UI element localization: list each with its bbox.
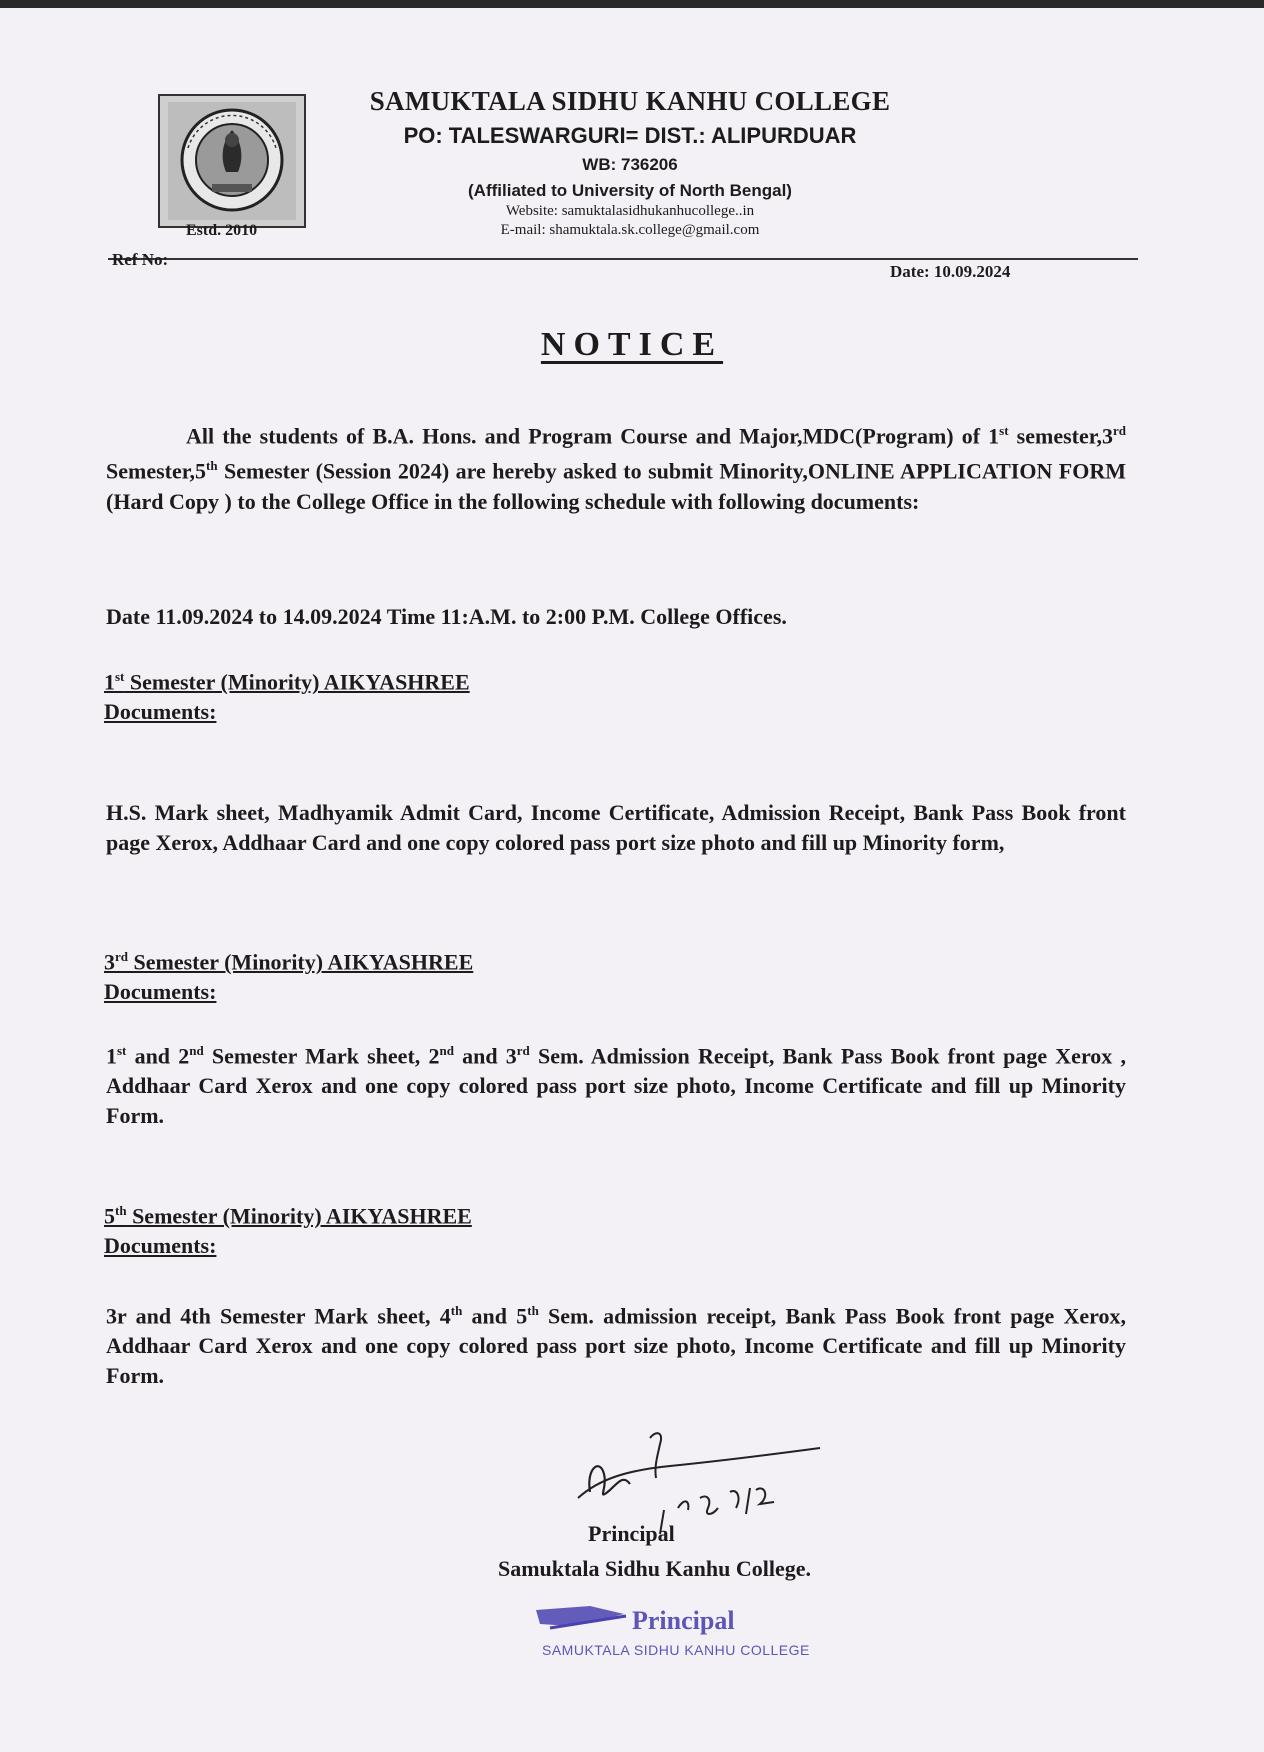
- section-1st-semester: [104, 662, 470, 727]
- notice-date: Date: 10.09.2024: [890, 262, 1011, 281]
- notice-title: NOTICE: [540, 326, 724, 363]
- section-3rd-documents: 1st and 2nd Semester Mark sheet, 2nd and 3rd Sem. Admission Receipt, Bank Pass Book front page Xerox , Addhaar Card Xerox and one copy colored pass port size photo, Income Certificate and fill up Minority Form.: [106, 1043, 1126, 1129]
- section-1st-documents: H.S. Mark sheet, Madhyamik Admit Card, Income Certificate, Admission Receipt, Bank Pass Book front page Xerox, Addhaar Card and one copy colored pass port size photo and fill up Minority form,: [106, 800, 1126, 855]
- notice-page: [0, 8, 1264, 1752]
- section-3rd-semester: [104, 942, 473, 1007]
- website: Website: samuktalasidhukanhucollege..in: [505, 203, 755, 219]
- header-divider: [108, 258, 1138, 260]
- address-line: PO: TALESWARGURI= DIST.: ALIPURDUAR: [403, 123, 857, 148]
- letterhead: [330, 86, 930, 239]
- signatory-college: Samuktala Sidhu Kanhu College.: [498, 1556, 811, 1581]
- pin-code: WB: 736206: [582, 155, 678, 174]
- college-name: SAMUKTALA SIDHU KANHU COLLEGE: [369, 86, 891, 116]
- stamp-principal-text: Principal: [632, 1606, 735, 1635]
- stamp-college-text: SAMUKTALA SIDHU KANHU COLLEGE: [542, 1642, 810, 1658]
- signatory-title: Principal: [588, 1521, 675, 1546]
- handwritten-signature: [560, 1418, 840, 1538]
- established-year: Estd. 2010: [186, 222, 258, 239]
- college-logo: [158, 94, 306, 228]
- ref-number: Ref No:: [112, 250, 169, 269]
- section-5th-semester: [104, 1196, 472, 1261]
- scan-top-border: [0, 0, 1264, 8]
- documents-label: Documents:: [104, 1233, 217, 1259]
- documents-label: Documents:: [104, 979, 217, 1005]
- schedule-line: Date 11.09.2024 to 14.09.2024 Time 11:A.M. to 2:00 P.M. College Offices.: [106, 604, 787, 629]
- affiliation: (Affiliated to University of North Bengal): [468, 181, 792, 200]
- section-title: 5th Semester (Minority) AIKYASHREE: [104, 1203, 472, 1229]
- email: E-mail: shamuktala.sk.college@gmail.com: [500, 222, 760, 238]
- documents-label: Documents:: [104, 699, 217, 725]
- intro-paragraph: All the students of B.A. Hons. and Program Course and Major,MDC(Program) of 1st semester,3rd Semester,5th Semester (Session 2024) are hereby asked to submit Minority,ONLINE APPLICATION FORM (Hard Copy ) to the College Office in the following schedule with following documents:: [106, 423, 1126, 514]
- college-seal-icon: [168, 102, 296, 220]
- section-title: 3rd Semester (Minority) AIKYASHREE: [104, 949, 474, 975]
- section-title: 1st Semester (Minority) AIKYASHREE: [104, 669, 470, 695]
- section-5th-documents: 3r and 4th Semester Mark sheet, 4th and 5th Sem. admission receipt, Bank Pass Book front page Xerox, Addhaar Card Xerox and one copy colored pass port size photo, Income Certificate and fill up Minority Form.: [106, 1303, 1126, 1389]
